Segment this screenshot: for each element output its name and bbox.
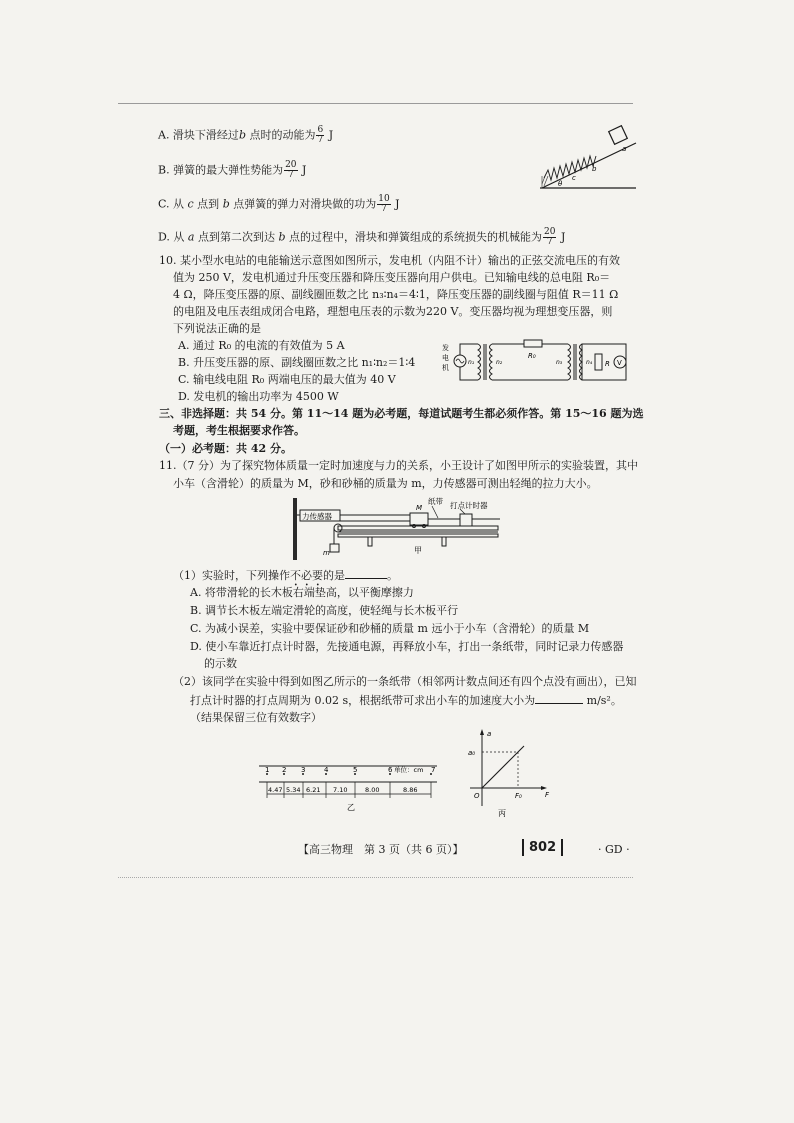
q11-part2-line3: （结果保留三位有效数字）: [190, 711, 322, 724]
ac-wave-icon: [456, 359, 464, 363]
fraction: [543, 228, 556, 247]
segment-label: 8.00: [365, 786, 380, 794]
denominator: 7: [381, 204, 387, 214]
q11-part2-line2: [190, 693, 622, 708]
point-label: 5: [353, 766, 358, 774]
label-a0: a₀: [468, 749, 476, 757]
generator-label: 机: [442, 364, 449, 372]
point-label: 6: [388, 766, 393, 774]
text: C. 从: [158, 197, 188, 211]
generator-label: 电: [442, 354, 449, 362]
q10-option-c: C. 输电线电阻 R₀ 两端电压的最大值为 40 V: [178, 373, 396, 386]
point-label: 2: [282, 766, 287, 774]
answer-blank[interactable]: [535, 693, 583, 704]
text: A. 滑块下滑经过: [158, 128, 239, 142]
label-n2: n₂: [496, 359, 503, 366]
q10-option-a: A. 通过 R₀ 的电流的有效值为 5 A: [178, 339, 345, 352]
wall: [293, 498, 297, 560]
point-label: 3: [301, 766, 306, 774]
q10-stem-line2: 值为 250 V，发电机通过升压变压器和降压变压器向用户供电。已知输电线的总电阻 R₀＝: [173, 271, 611, 284]
label-n1: n₁: [468, 359, 475, 366]
unit-label: 单位：cm: [394, 766, 424, 774]
denominator: 7: [546, 237, 553, 247]
label-r: R: [605, 360, 610, 368]
label-n4: n₄: [586, 359, 593, 366]
resistor-r: [595, 354, 602, 370]
generator-label: 发: [442, 344, 449, 352]
q10-stem-line1: 10. 某小型水电站的电能输送示意图如图所示，发电机（内阻不计）输出的正弦交流电压的有效: [159, 254, 620, 267]
q9-option-d: [158, 228, 565, 247]
label-c: c: [572, 174, 576, 182]
resistor-r0: [524, 340, 542, 347]
leader: [432, 506, 438, 518]
q11-option-c: C. 为减小误差，实验中要保证砂和砂桶的质量 m 远小于小车（含滑轮）的质量 M: [190, 622, 590, 635]
timer-label: 打点计时器: [450, 501, 488, 510]
label-n3: n₃: [556, 359, 563, 366]
denominator: 7: [287, 170, 294, 180]
text: 点弹簧的弹力对滑块做的功为: [229, 197, 377, 211]
axis-label-f: F: [545, 791, 550, 799]
q11-option-d-cont: 的示数: [204, 657, 237, 670]
q10-option-d: D. 发电机的输出功率为 4500 W: [178, 390, 339, 403]
label-origin: O: [474, 792, 480, 800]
segment-label: 8.86: [403, 786, 418, 794]
section-heading-line1: 三、非选择题：共 54 分。第 11～14 题为必考题，每道试题考生都必须作答。第 15～16 题为选: [159, 407, 644, 420]
text: D. 从: [158, 230, 188, 244]
spring-icon: [544, 156, 596, 180]
a-f-graph-figure: [462, 726, 560, 822]
segment-label: 4.47: [268, 786, 283, 794]
q10-option-b: B. 升压变压器的原、副线圈匝数之比 n₁∶n₂＝1∶4: [178, 356, 416, 369]
text: 的是: [323, 569, 345, 582]
sand-bucket: [330, 544, 339, 552]
bottom-rule: [118, 877, 633, 878]
cart: [410, 513, 428, 525]
numerator: 20: [544, 227, 556, 237]
segment-lengths: [268, 786, 417, 794]
table-top: [338, 534, 498, 537]
text: 点到第二次到达: [194, 230, 279, 244]
figure-caption-bing: 丙: [498, 809, 506, 818]
denominator: 7: [317, 135, 324, 145]
text: 点时的动能为: [245, 128, 316, 142]
section-subheading: （一）必考题：共 42 分。: [159, 442, 292, 455]
top-rule: [118, 103, 633, 104]
long-board: [338, 526, 498, 530]
exam-code-badge: 802: [522, 839, 563, 856]
timer: [460, 514, 472, 526]
q11-option-a: A. 将带滑轮的长木板右端垫高，以平衡摩擦力: [190, 586, 414, 599]
label-m: m: [323, 549, 330, 557]
text: c: [187, 197, 194, 211]
tape-label: 纸带: [428, 497, 443, 506]
emphasis-text: 不必要: [290, 569, 323, 582]
text: b: [222, 197, 230, 211]
text: 点的过程中，滑块和弹簧组成的系统损失的机械能为: [285, 230, 543, 244]
wire: [460, 367, 478, 380]
edition-label: · GD ·: [598, 843, 630, 856]
support: [368, 537, 372, 546]
text: 打点计时器的打点周期为 0.02 s，根据纸带可求出小车的加速度大小为: [190, 694, 536, 707]
q11-stem-line1: 11.（7 分）为了探究物体质量一定时加速度与力的关系，小王设计了如图甲所示的实验装置，其中: [159, 459, 638, 472]
answer-blank[interactable]: [345, 568, 387, 579]
power-transmission-figure: [440, 336, 630, 388]
coil-n3: [568, 344, 571, 380]
coil-n1: [478, 344, 481, 380]
q11-option-b: B. 调节长木板左端定滑轮的高度，使轻绳与长木板平行: [190, 604, 459, 617]
arrow-up-icon: [480, 729, 484, 735]
figure-caption-jia: 甲: [414, 546, 422, 555]
q11-stem-line2: 小车（含滑轮）的质量为 M，砂和砂桶的质量为 m，力传感器可测出轻绳的拉力大小。: [173, 477, 598, 490]
paper-tape-figure: [255, 758, 440, 820]
label-cart-m: M: [416, 504, 423, 512]
text: J: [325, 128, 334, 142]
arrow-right-icon: [541, 786, 547, 790]
text: 点到: [193, 197, 223, 211]
point-label: 1: [265, 766, 270, 774]
label-r0: R₀: [528, 352, 536, 360]
q9-option-a: [158, 126, 333, 145]
segment-label: 5.34: [286, 786, 301, 794]
point-label: 7: [431, 766, 436, 774]
coil-n2: [490, 344, 493, 380]
q9-option-b: [158, 161, 306, 180]
q9-option-c: [158, 195, 400, 214]
incline-spring-figure: [538, 118, 638, 193]
text: J: [557, 230, 566, 244]
q11-part2-line1: （2）该同学在实验中得到如图乙所示的一条纸带（相邻两计数点间还有四个点没有画出），已知: [173, 675, 637, 688]
q10-stem-line4: 的电阻及电压表组成闭合电路，理想电压表的示数为220 V。变压器均视为理想变压器，则: [173, 305, 613, 318]
numerator: 20: [285, 160, 297, 170]
q10-stem-line3: 4 Ω，降压变压器的原、副线圈匝数之比 n₃∶n₄＝4∶1，降压变压器的副线圈与阻值 R＝11 Ω: [173, 288, 619, 301]
section-heading-line2: 考题，考生根据要求作答。: [173, 424, 305, 437]
fraction: [316, 126, 324, 145]
text: a: [187, 230, 195, 244]
numerator: 6: [317, 125, 324, 135]
segment-label: 6.21: [306, 786, 321, 794]
experiment-apparatus-figure: [290, 496, 505, 572]
numerator: 10: [378, 194, 390, 204]
text: J: [391, 197, 400, 211]
support: [442, 537, 446, 546]
text: J: [298, 163, 307, 177]
label-v: V: [617, 359, 622, 367]
segment-label: 7.10: [333, 786, 348, 794]
fraction: [284, 161, 297, 180]
text: b: [278, 230, 286, 244]
page-footer: 【高三物理 第 3 页（共 6 页）】: [298, 843, 464, 856]
fraction: [377, 195, 390, 214]
force-sensor-label: 力传感器: [302, 512, 332, 521]
q10-stem-line5: 下列说法正确的是: [173, 322, 261, 335]
q11-option-d: D. 使小车靠近打点计时器，先接通电源，再释放小车，打出一条纸带，同时记录力传感器: [190, 640, 624, 653]
wire: [460, 344, 478, 355]
text: B. 弹簧的最大弹性势能为: [158, 163, 284, 177]
text: m/s²。: [583, 694, 622, 707]
label-b: b: [592, 165, 597, 173]
figure-caption-yi: 乙: [347, 803, 355, 812]
label-f0: F₀: [515, 792, 522, 800]
axis-label-a: a: [487, 730, 492, 738]
label-a: a: [622, 145, 627, 153]
text: b: [238, 128, 246, 142]
text: 。: [387, 569, 398, 582]
slider-block: [609, 126, 628, 145]
point-label: 4: [324, 766, 329, 774]
label-theta: θ: [558, 180, 563, 188]
text: （1）实验时，下列操作: [173, 569, 290, 582]
